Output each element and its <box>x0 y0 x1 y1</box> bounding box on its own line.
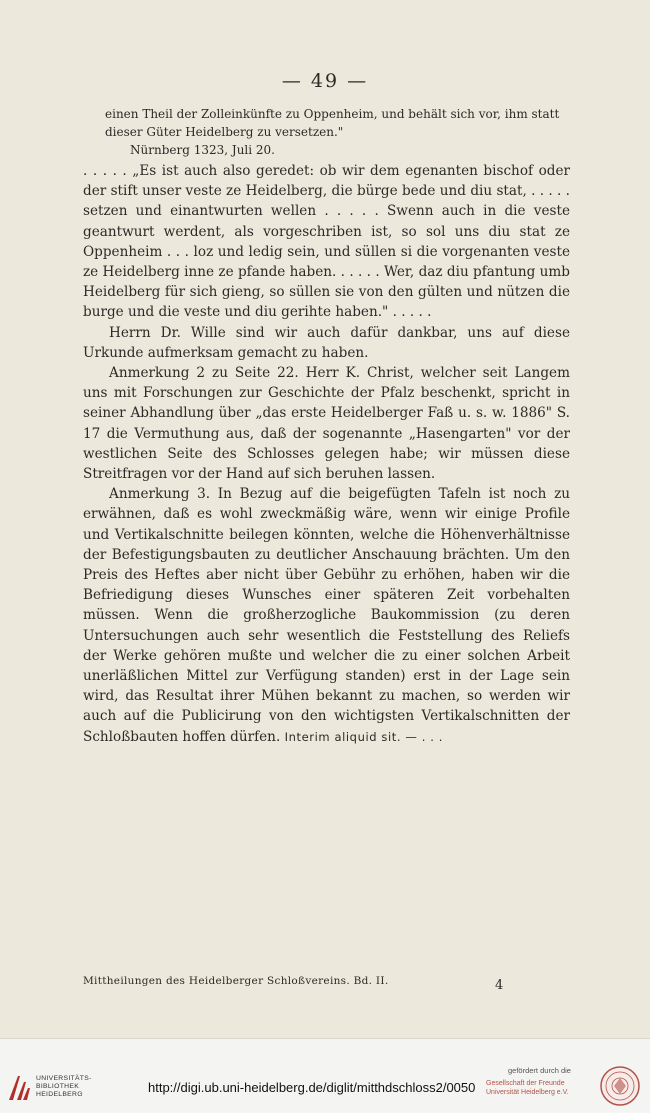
sponsor-name <box>486 1079 569 1097</box>
date-line: Nürnberg 1323, Juli 20. <box>130 143 275 157</box>
library-name <box>36 1075 92 1099</box>
latin-phrase: Interim aliquid sit. — . . . <box>284 729 444 744</box>
quote-line: dieser Güter Heidelberg zu versetzen." <box>105 124 344 139</box>
paragraph: . . . . . „Es ist auch also geredet: ob wir dem egenanten bischof oder der stift unser veste ze Heidelberg, die bürge bede und diu stat, . . . . . setzen und einantwurten wellen . . . . . Swenn auch in die veste geantwurt werdent, als vorgeschriben ist, so sol uns diu stat ze Oppenheim . . . loz und ledig sein, und süllen si die vorgenanten veste ze Heidelberg inne ze pfande haben. . . . . . Wer, daz diu pfantung umb Heidelberg für sich gieng, so süllen sie von den gülten und nützen die burge und die veste und diu gerihte haben." . . . . . <box>83 163 570 321</box>
library-name-line: HEIDELBERG <box>36 1091 83 1098</box>
paragraph: Anmerkung 2 zu Seite 22. Herr K. Christ, welcher seit Langem uns mit Forschungen zur Geschichte der Pfalz beschenkt, spricht in seiner Abhandlung über „das erste Heidelberger Faß u. s. w. 1886" S. 17 die Vermuthung aus, daß der sogenannte „Hasengarten" vor der westlichen Seite des Schlosses gelegen habe; wir müssen diese Streitfragen vor der Hand auf sich beruhen lassen. <box>83 365 570 483</box>
page-body <box>83 106 570 747</box>
page-number: — 49 — <box>281 70 369 92</box>
viewer-footer <box>0 1038 650 1113</box>
permalink-url[interactable]: http://digi.ub.uni-heidelberg.de/diglit/mitthdschloss2/0050 <box>148 1080 476 1095</box>
library-name-line: UNIVERSITÄTS- <box>36 1075 92 1082</box>
university-library-logo-icon <box>6 1072 32 1104</box>
signature-mark: 4 <box>495 978 504 993</box>
paragraph: Herrn Dr. Wille sind wir auch dafür dankbar, uns auf diese Urkunde aufmerksam gemacht zu haben. <box>83 324 570 361</box>
sponsor-heading: gefördert durch die <box>508 1066 571 1075</box>
library-name-line: BIBLIOTHEK <box>36 1083 80 1090</box>
sponsor-line: Universität Heidelberg e.V. <box>486 1089 569 1096</box>
paragraph <box>83 484 570 747</box>
paragraph-text: Anmerkung 3. In Bezug auf die beigefügten Tafeln ist noch zu erwähnen, daß es wohl zweckmäßig wäre, wenn wir einige Profile und Vertikalschnitte beilegen könnten, welche die Höhenverhältnisse der Befestigungsbauten zu deutlicher Anschauung brächten. Um den Preis des Heftes aber nicht über Gebühr zu erhöhen, haben wir die Befriedigung dieses Wunsches einer späteren Zeit vorbehalten müssen. Wenn die großherzogliche Baukommission (zu deren Untersuchungen auch sehr wesentlich die Feststellung des Reliefs der Werke gehören mußte und welcher die zu einer solchen Arbeit unerläßlichen Mittel zur Verfügung standen) erst in der Lage sein wird, das Resultat ihrer Mühen bekannt zu machen, so werden wir auch auf die Publicirung von den wichtigsten Vertikalschnitten der Schloßbauten hoffen dürfen. <box>83 486 570 745</box>
footer-title: Mittheilungen des Heidelberger Schloßvereins. Bd. II. <box>83 975 389 987</box>
quote-line: einen Theil der Zolleinkünfte zu Oppenheim, und behält sich vor, ihm statt <box>105 107 560 121</box>
quote-ending <box>83 106 570 141</box>
university-seal-icon <box>600 1066 640 1106</box>
sponsor-line: Gesellschaft der Freunde <box>486 1080 565 1087</box>
